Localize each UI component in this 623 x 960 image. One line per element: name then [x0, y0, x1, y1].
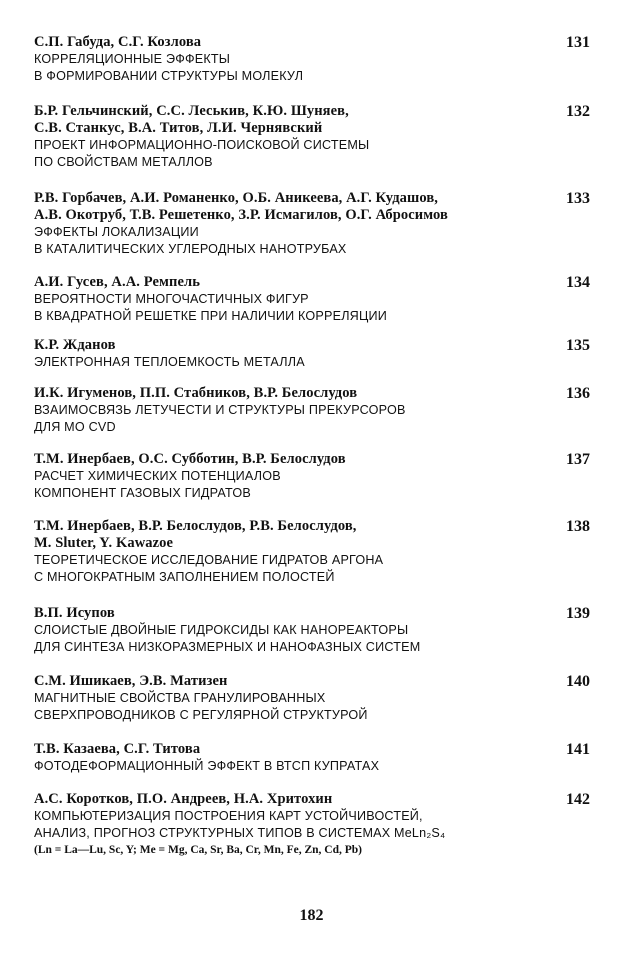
authors-line: С.В. Станкус, В.А. Титов, Л.И. Чернявский [34, 120, 323, 136]
title-line: ВЗАИМОСВЯЗЬ ЛЕТУЧЕСТИ И СТРУКТУРЫ ПРЕКУРСОРОВ [34, 403, 406, 417]
toc-entry [34, 451, 590, 502]
title-line: В КВАДРАТНОЙ РЕШЕТКЕ ПРИ НАЛИЧИИ КОРРЕЛЯЦИИ [34, 309, 387, 323]
toc-entry [34, 791, 590, 858]
title-line: СВЕРХПРОВОДНИКОВ С РЕГУЛЯРНОЙ СТРУКТУРОЙ [34, 708, 368, 722]
title-line: АНАЛИЗ, ПРОГНОЗ СТРУКТУРНЫХ ТИПОВ В СИСТЕМАХ MeLn₂S₄ [34, 826, 446, 840]
toc-entry [34, 190, 590, 258]
title-line: СЛОИСТЫЕ ДВОЙНЫЕ ГИДРОКСИДЫ КАК НАНОРЕАКТОРЫ [34, 623, 409, 637]
authors-line: M. Sluter, Y. Kawazoe [34, 535, 174, 551]
title-line: КОМПОНЕНТ ГАЗОВЫХ ГИДРАТОВ [34, 486, 251, 500]
toc-entry [34, 34, 590, 85]
toc-entry [34, 385, 590, 436]
title-line: ДЛЯ СИНТЕЗА НИЗКОРАЗМЕРНЫХ И НАНОФАЗНЫХ СИСТЕМ [34, 640, 421, 654]
page-number: 132 [566, 103, 590, 120]
authors-line: Т.В. Казаева, С.Г. Титова [34, 741, 201, 757]
page-number: 133 [566, 190, 590, 207]
page-number: 137 [566, 451, 590, 468]
authors-line: С.М. Ишикаев, Э.В. Матизен [34, 673, 228, 689]
authors-line: Б.Р. Гельчинский, С.С. Леськив, К.Ю. Шуняев, [34, 103, 349, 119]
title-line: ЭЛЕКТРОННАЯ ТЕПЛОЕМКОСТЬ МЕТАЛЛА [34, 355, 305, 369]
page-number: 131 [566, 34, 590, 51]
title-line: ФОТОДЕФОРМАЦИОННЫЙ ЭФФЕКТ В ВТСП КУПРАТАХ [34, 759, 380, 773]
authors-line: В.П. Исупов [34, 605, 115, 621]
page-number: 138 [566, 518, 590, 535]
title-line: РАСЧЕТ ХИМИЧЕСКИХ ПОТЕНЦИАЛОВ [34, 469, 281, 483]
page-number: 142 [566, 791, 590, 808]
title-line: В ФОРМИРОВАНИИ СТРУКТУРЫ МОЛЕКУЛ [34, 69, 304, 83]
title-line: ПРОЕКТ ИНФОРМАЦИОННО-ПОИСКОВОЙ СИСТЕМЫ [34, 138, 370, 152]
title-line: КОМПЬЮТЕРИЗАЦИЯ ПОСТРОЕНИЯ КАРТ УСТОЙЧИВОСТЕЙ, [34, 809, 423, 823]
toc-entry [34, 274, 590, 325]
authors-line: Т.М. Инербаев, О.С. Субботин, В.Р. Белослудов [34, 451, 346, 467]
toc-entry [34, 518, 590, 586]
page-number: 139 [566, 605, 590, 622]
title-line: ЭФФЕКТЫ ЛОКАЛИЗАЦИИ [34, 225, 199, 239]
toc-entry [34, 605, 590, 656]
authors-line: А.В. Окотруб, Т.В. Решетенко, З.Р. Исмагилов, О.Г. Абросимов [34, 207, 448, 223]
page-footer-number: 182 [299, 907, 324, 924]
authors-line: С.П. Габуда, С.Г. Козлова [34, 34, 202, 50]
title-line: ВЕРОЯТНОСТИ МНОГОЧАСТИЧНЫХ ФИГУР [34, 292, 309, 306]
toc-entry [34, 337, 590, 371]
authors-line: К.Р. Жданов [34, 337, 116, 353]
title-line: ТЕОРЕТИЧЕСКОЕ ИССЛЕДОВАНИЕ ГИДРАТОВ АРГОНА [34, 553, 384, 567]
title-line: КОРРЕЛЯЦИОННЫЕ ЭФФЕКТЫ [34, 52, 231, 66]
title-line: В КАТАЛИТИЧЕСКИХ УГЛЕРОДНЫХ НАНОТРУБАХ [34, 242, 347, 256]
page-number: 141 [566, 741, 590, 758]
authors-line: И.К. Игуменов, П.П. Стабников, В.Р. Белослудов [34, 385, 358, 401]
toc-entry [34, 673, 590, 724]
authors-line: Р.В. Горбачев, А.И. Романенко, О.Б. Аникеева, А.Г. Кудашов, [34, 190, 439, 206]
page-number: 135 [566, 337, 590, 354]
page-number: 136 [566, 385, 590, 402]
authors-line: А.И. Гусев, А.А. Ремпель [34, 274, 201, 290]
toc-entry [34, 741, 590, 775]
title-line: С МНОГОКРАТНЫМ ЗАПОЛНЕНИЕМ ПОЛОСТЕЙ [34, 570, 335, 584]
title-line: ДЛЯ МО CVD [34, 420, 116, 434]
title-line: МАГНИТНЫЕ СВОЙСТВА ГРАНУЛИРОВАННЫХ [34, 691, 326, 705]
authors-line: А.С. Коротков, П.О. Андреев, Н.А. Хритохин [34, 791, 333, 807]
page-number: 140 [566, 673, 590, 690]
page-number: 134 [566, 274, 590, 291]
toc-entry [34, 103, 590, 171]
authors-line: Т.М. Инербаев, В.Р. Белослудов, Р.В. Белослудов, [34, 518, 357, 534]
formula-note: (Ln = La—Lu, Sc, Y; Me = Mg, Ca, Sr, Ba, Cr, Mn, Fe, Zn, Cd, Pb) [34, 844, 362, 856]
title-line: ПО СВОЙСТВАМ МЕТАЛЛОВ [34, 155, 213, 169]
